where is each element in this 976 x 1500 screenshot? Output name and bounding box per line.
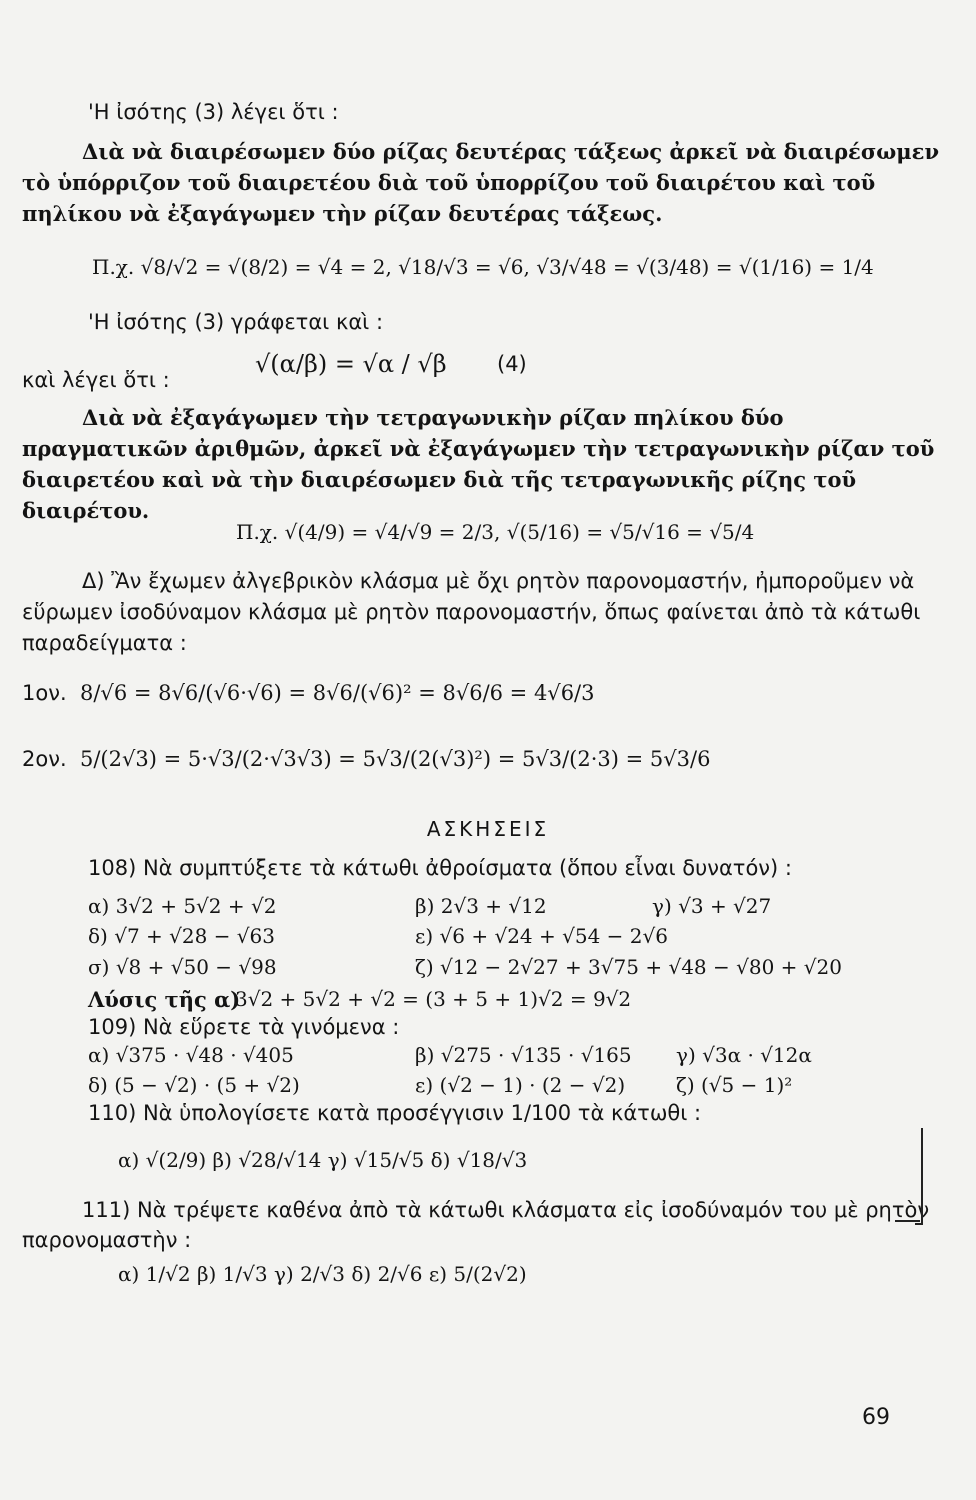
example-1: Π.χ. √8/√2 = √(8/2) = √4 = 2, √18/√3 = √6, √3/√48 = √(3/48) = √(1/16) = 1/4: [92, 255, 874, 279]
exercise-111: 111) Νὰ τρέψετε καθένα ἀπὸ τὰ κάτωθι κλάσματα εἰς ἰσοδύναμόν του μὲ ρητὸν παρονομαστὴν :: [22, 1198, 930, 1252]
example-2-formula: 5/(2√3) = 5·√3/(2·√3√3) = 5√3/(2(√3)²) = 5√3/(2·3) = 5√3/6: [80, 747, 711, 771]
section-d: Δ) Ἂν ἔχωμεν ἀλγεβρικὸν κλάσμα μὲ ὄχι ρητὸν παρονομαστήν, ἠμποροῦμεν νὰ εὕρωμεν ἰσοδύναμον κλάσμα μὲ ρητὸν παρονομαστήν, ὅπως φαίνεται ἀπὸ τὰ κάτωθι παραδείγματα :: [22, 569, 921, 655]
exercise-109-g: γ) √3α · √12α: [676, 1043, 812, 1067]
exercise-109-d: δ) (5 − √2) · (5 + √2): [88, 1073, 300, 1097]
exercise-108-b: β) 2√3 + √12: [415, 894, 547, 918]
formula-4-label: καὶ λέγει ὅτι :: [22, 368, 170, 392]
exercise-111-items: α) 1/√2 β) 1/√3 γ) 2/√3 δ) 2/√6 ε) 5/(2√2): [118, 1262, 527, 1286]
exercise-110: 110) Νὰ ὑπολογίσετε κατὰ προσέγγισιν 1/100 τὰ κάτωθι :: [88, 1101, 702, 1125]
exercise-109: 109) Νὰ εὕρετε τὰ γινόμενα :: [88, 1015, 400, 1039]
exercises-title: ΑΣΚΗΣΕΙΣ: [426, 817, 550, 841]
rule-1: Διὰ νὰ διαιρέσωμεν δύο ρίζας δευτέρας τάξεως ἀρκεῖ νὰ διαιρέσωμεν τὸ ὑπόρριζον τοῦ διαιρετέου διὰ τοῦ ὑπορρίζου τοῦ διαιρέτου καὶ τοῦ πηλίκου νὰ ἐξαγάγωμεν τὴν ρίζαν δευτέρας τάξεως.: [22, 139, 940, 226]
exercise-109-b: β) √275 · √135 · √165: [415, 1043, 632, 1067]
margin-bracket-line: [895, 1220, 920, 1222]
page-number: 69: [862, 1405, 890, 1430]
exercise-110-items: α) √(2/9) β) √28/√14 γ) √15/√5 δ) √18/√3: [118, 1148, 528, 1172]
example-1-label: 1ον.: [22, 681, 67, 705]
intro-text: 'Η ἰσότης (3) λέγει ὅτι :: [88, 100, 339, 124]
margin-bracket: [915, 1128, 923, 1225]
example-1-formula: 8/√6 = 8√6/(√6·√6) = 8√6/(√6)² = 8√6/6 = 4√6/3: [80, 681, 595, 705]
exercise-109-z: ζ) (√5 − 1)²: [676, 1073, 793, 1097]
exercise-108-z: ζ) √12 − 2√27 + 3√75 + √48 − √80 + √20: [415, 955, 842, 979]
exercise-108-st: σ) √8 + √50 − √98: [88, 955, 277, 979]
exercise-108-g: γ) √3 + √27: [652, 894, 772, 918]
rewrite-text: 'Η ἰσότης (3) γράφεται καὶ :: [88, 310, 384, 334]
solution-label: Λύσις τῆς α): [88, 987, 241, 1012]
exercise-108-d: δ) √7 + √28 − √63: [88, 924, 276, 948]
exercise-109-e: ε) (√2 − 1) · (2 − √2): [415, 1073, 626, 1097]
formula-4-number: (4): [497, 352, 527, 376]
exercise-109-a: α) √375 · √48 · √405: [88, 1043, 294, 1067]
exercise-108-e: ε) √6 + √24 + √54 − 2√6: [415, 924, 668, 948]
example-2: Π.χ. √(4/9) = √4/√9 = 2/3, √(5/16) = √5/√16 = √5/4: [236, 520, 755, 544]
exercise-108-a: α) 3√2 + 5√2 + √2: [88, 894, 277, 918]
rule-2: Διὰ νὰ ἐξαγάγωμεν τὴν τετραγωνικὴν ρίζαν πηλίκου δύο πραγματικῶν ἀριθμῶν, ἀρκεῖ νὰ ἐξαγάγωμεν τὴν τετραγωνικὴν ρίζαν τοῦ διαιρετέου καὶ νὰ τὴν διαιρέσωμεν διὰ τῆς τετραγωνικῆς ρίζης τοῦ διαιρέτου.: [22, 405, 935, 523]
example-2-label: 2ον.: [22, 747, 67, 771]
solution: 3√2 + 5√2 + √2 = (3 + 5 + 1)√2 = 9√2: [235, 987, 632, 1011]
formula-4: √(α/β) = √α / √β: [255, 350, 447, 378]
exercise-108: 108) Νὰ συμπτύξετε τὰ κάτωθι ἀθροίσματα (ὅπου εἶναι δυνατόν) :: [88, 856, 792, 880]
